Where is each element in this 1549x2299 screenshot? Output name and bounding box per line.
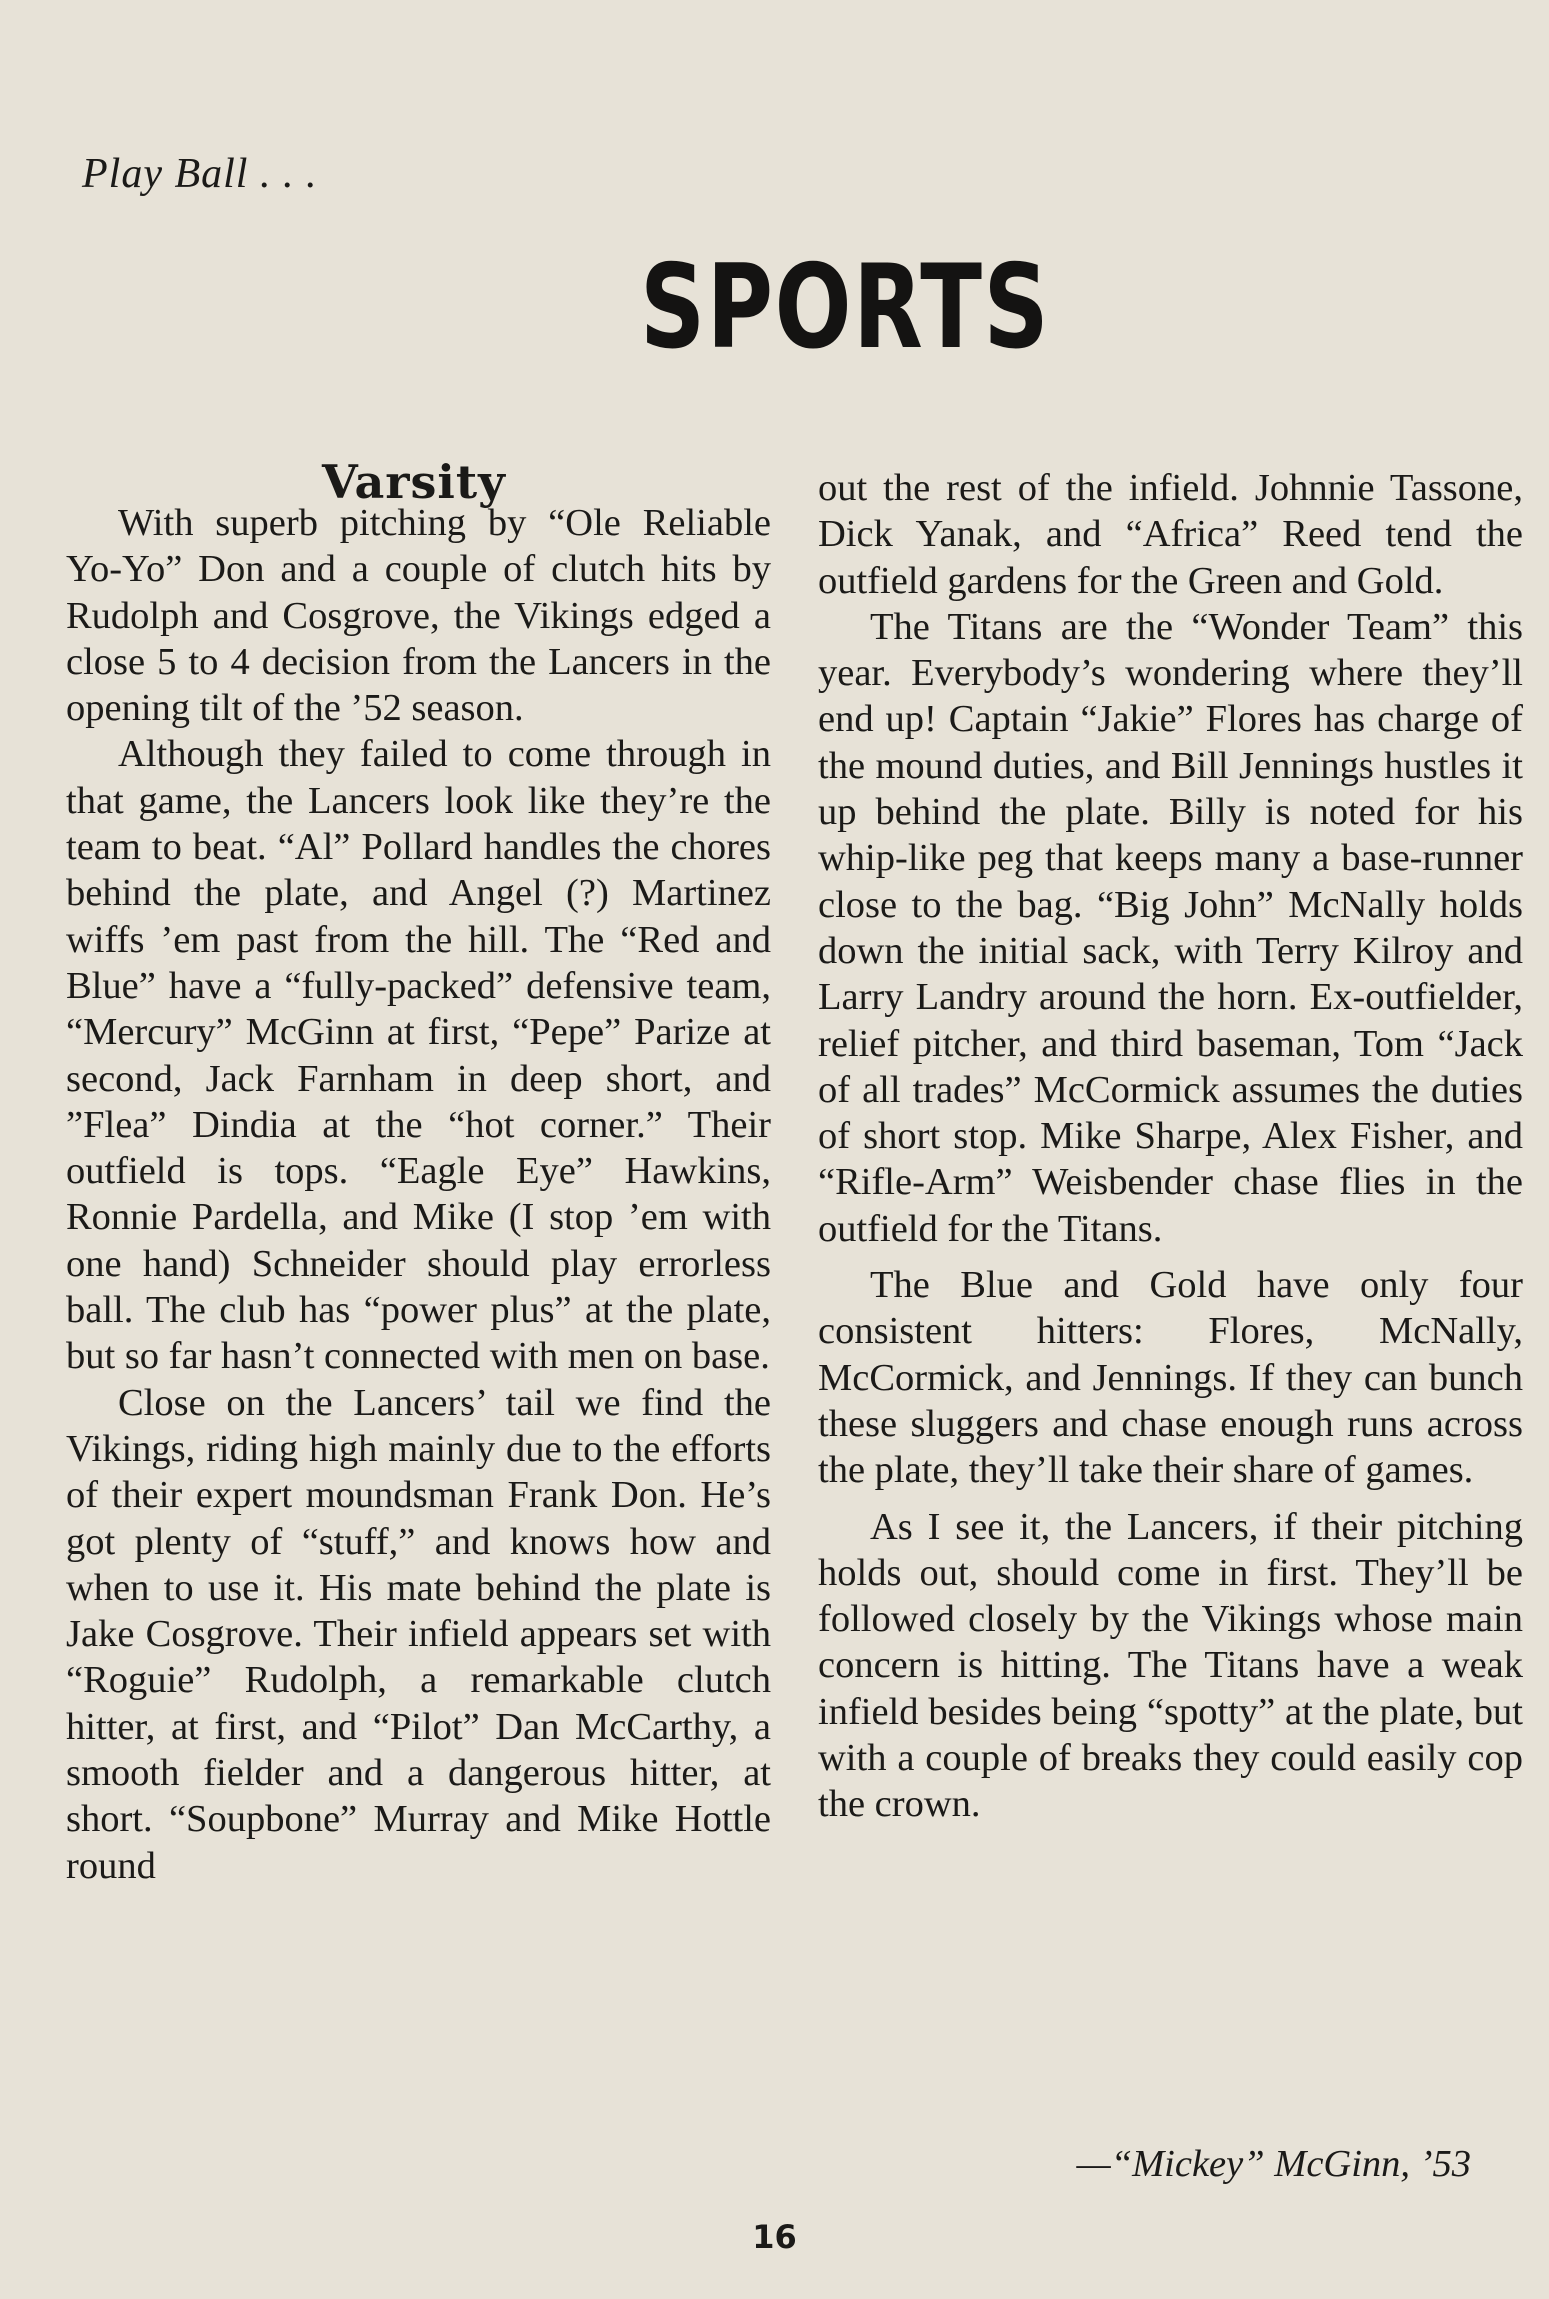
page-title: SPORTS — [640, 240, 1051, 375]
author-byline: —“Mickey” McGinn, ’53 — [1076, 2143, 1471, 2185]
page-number: 16 — [752, 2218, 797, 2256]
paragraph: As I see it, the Lancers, if their pitching holds out, should come in first. They’ll be followed closely by the Vikings whose main concern is hitting. The Titans have a weak infield besides being “spotty” at the plate, but with a couple of breaks they could easily cop the crown. — [818, 1505, 1523, 1826]
paragraph: Although they failed to come through in that game, the Lancers look like they’re the team to beat. “Al” Pollard handles the chores behind the plate, and Angel (?) Martinez wiffs ’em past from the hill. The “Red and Blue” have a “fully-packed” defensive team, “Mercury” McGinn at first, “Pepe” Parize at second, Jack Farnham in deep short, and ”Flea” Dindia at the “hot corner.” Their outfield is tops. “Eagle Eye” Hawkins, Ronnie Pardella, and Mike (I stop ’em with one hand) Schneider should play errorless ball. The club has “power plus” at the plate, but so far hasn’t connected with men on base. — [66, 733, 771, 1378]
paragraph: With superb pitching by “Ole Reliable Yo-Yo” Don and a couple of clutch hits by Rudolph and Cosgrove, the Vikings edged a close 5 to 4 decision from the Lancers in the opening tilt of the ’52 season. — [66, 502, 771, 730]
paragraph: Close on the Lancers’ tail we find the Vikings, riding high mainly due to the efforts of their expert moundsman Frank Don. He’s got plenty of “stuff,” and knows how and when to use it. His mate behind the plate is Jake Cosgrove. Their infield appears set with “Roguie” Rudolph, a remarkable clutch hitter, at first, and “Pilot” Dan McCarthy, a smooth fielder and a dangerous hitter, at short. “Soupbone” Murray and Mike Hottle round — [66, 1381, 771, 1887]
section-heading: Varsity — [322, 455, 506, 509]
paragraph: out the rest of the infield. Johnnie Tassone, Dick Yanak, and “Africa” Reed tend the outfield gardens for the Green and Gold. — [818, 467, 1523, 602]
paragraph: The Blue and Gold have only four consistent hitters: Flores, McNally, McCormick, and Jennings. If they can bunch these sluggers and chase enough runs across the plate, they’ll take their share of games. — [818, 1264, 1523, 1492]
paragraph: The Titans are the “Wonder Team” this year. Everybody’s wondering where they’ll end up! Captain “Jakie” Flores has charge of the mound duties, and Bill Jennings hustles it up behind the plate. Billy is noted for his whip-like peg that keeps many a base-runner close to the bag. “Big John” McNally holds down the initial sack, with Terry Kilroy and Larry Landry around the horn. Ex-outfielder, relief pitcher, and third baseman, Tom “Jack of all trades” McCormick assumes the duties of short stop. Mike Sharpe, Alex Fisher, and “Rifle-Arm” Weisbender chase flies in the outfield for the Titans. — [818, 605, 1523, 1250]
kicker-text: Play Ball . . . — [82, 151, 318, 197]
right-column — [818, 465, 1523, 1828]
left-column — [66, 500, 771, 1889]
